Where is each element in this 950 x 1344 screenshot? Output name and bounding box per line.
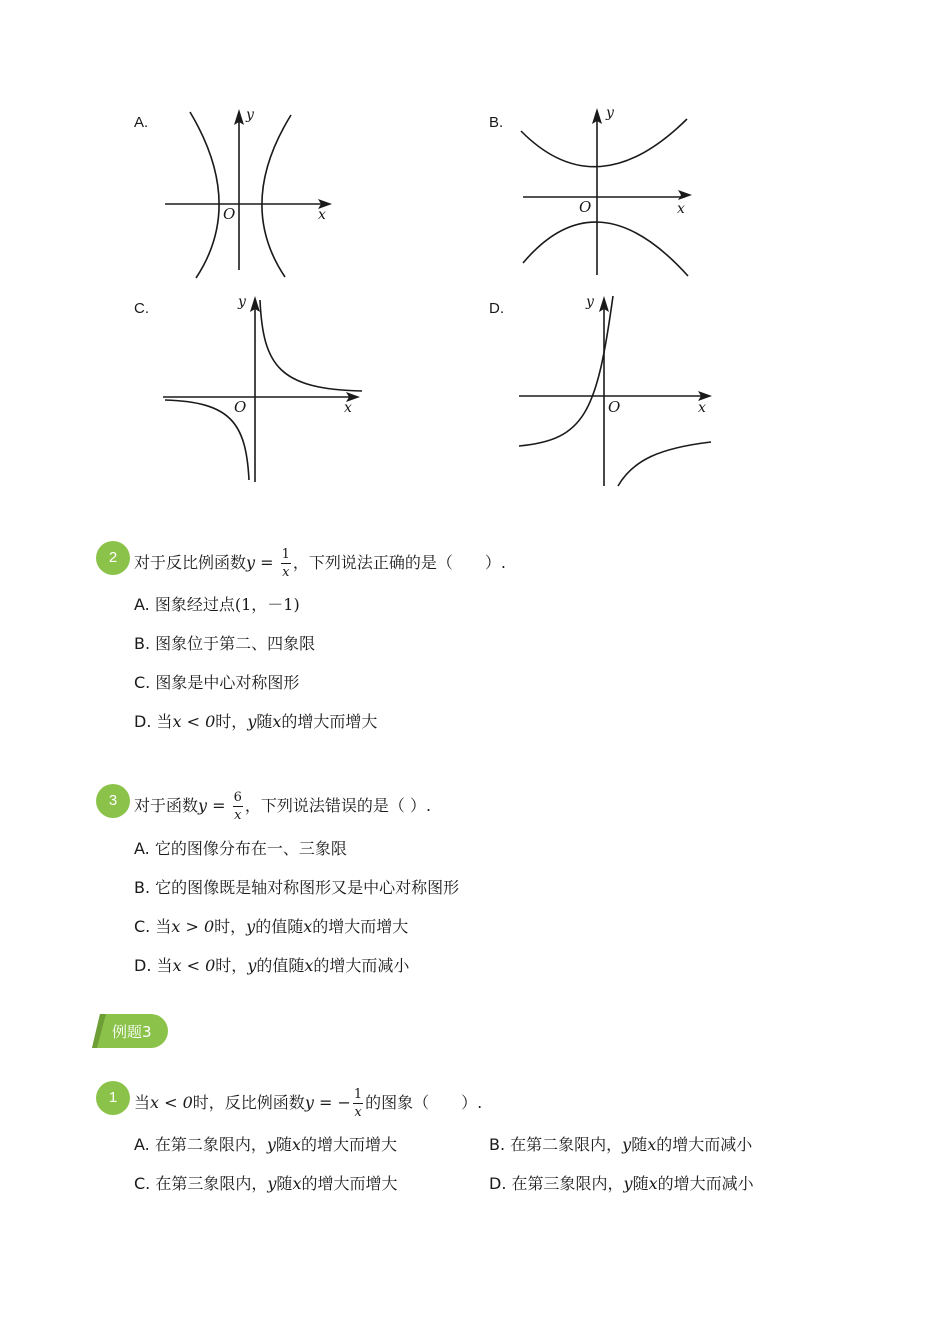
graph-a-label: A. (134, 114, 149, 131)
q3-suffix: ，下列说法错误的是（ ）. (244, 796, 432, 815)
option-text: 在第三象限内， (511, 1174, 624, 1193)
option-text: 的增大而减小 (657, 1174, 754, 1193)
option-text: 当 (155, 917, 172, 936)
q3-eq: = (207, 796, 231, 815)
option-label: C. (134, 673, 151, 692)
q2-option-a[interactable] (134, 592, 300, 615)
option-math: y (622, 1135, 632, 1154)
option-math: y (246, 917, 256, 936)
q3-frac-den: x (234, 808, 242, 823)
graph-d-right-branch (618, 442, 711, 486)
q2-option-d[interactable] (134, 709, 377, 732)
graph-a-left-branch (190, 112, 219, 278)
graph-a-origin-label: O (223, 205, 236, 223)
q1-option-a[interactable] (134, 1132, 397, 1155)
graph-c-label: C. (134, 300, 149, 317)
option-text: 它的图像分布在一、三象限 (154, 839, 347, 858)
option-label: C. (134, 1174, 151, 1193)
q3-option-c[interactable] (134, 914, 408, 937)
graph-c-origin-label: O (234, 398, 247, 416)
option-math: (1，－1) (234, 595, 300, 614)
option-text: 的增大而减小 (313, 956, 410, 975)
q3-option-d[interactable] (134, 953, 409, 976)
graph-a (160, 105, 340, 285)
q2-lhs: y (246, 553, 256, 572)
graph-b-upper-branch (521, 119, 687, 167)
question-number-badge: 3 (96, 784, 130, 818)
option-math: y (267, 1174, 277, 1193)
option-math: y (623, 1174, 633, 1193)
option-text: 时， (214, 917, 247, 936)
option-math: y (266, 1135, 276, 1154)
option-math: x (292, 1174, 302, 1193)
graph-c-y-label: y (238, 294, 246, 310)
graph-d (515, 292, 725, 492)
q3-lhs: y (198, 796, 208, 815)
option-math: y (247, 712, 257, 731)
option-text: 的值随 (256, 956, 305, 975)
option-text: 时， (215, 956, 248, 975)
option-text: 随 (631, 1135, 648, 1154)
option-label: B. (134, 634, 151, 653)
graph-c (160, 292, 370, 487)
option-text: 的增大而增大 (281, 712, 378, 731)
graph-c-first-quadrant-branch (260, 300, 362, 391)
q2-frac-num: 1 (281, 547, 290, 562)
question-number-badge: 1 (96, 1081, 130, 1115)
graph-b-label: B. (489, 114, 504, 131)
option-label: B. (489, 1135, 506, 1154)
q2-eq: = (255, 553, 279, 572)
graph-b-lower-branch (523, 222, 688, 276)
option-text: 图象是中心对称图形 (155, 673, 300, 692)
option-label: C. (134, 917, 151, 936)
question-number-badge: 2 (96, 541, 130, 575)
q1-option-c[interactable] (134, 1171, 397, 1194)
option-text: 随 (632, 1174, 649, 1193)
option-math: x (303, 917, 313, 936)
graph-a-x-label: x (318, 207, 326, 223)
q3-option-a[interactable] (134, 836, 347, 859)
option-label: A. (134, 839, 150, 858)
option-math: x (647, 1135, 657, 1154)
option-text: 当 (156, 712, 173, 731)
option-text: 的值随 (255, 917, 304, 936)
graph-a-y-label: y (246, 107, 254, 123)
q1-frac-den: x (354, 1105, 362, 1120)
option-math: x > 0 (171, 917, 215, 936)
graph-d-y-label: y (586, 294, 594, 310)
graph-b-x-arrow (678, 190, 692, 200)
option-text: 的增大而增大 (300, 1135, 397, 1154)
option-math: x < 0 (172, 956, 216, 975)
option-label: D. (134, 956, 152, 975)
q3-fraction (233, 791, 243, 822)
option-math: x (272, 712, 282, 731)
option-text: 的增大而增大 (301, 1174, 398, 1193)
q1-math: x < 0 (150, 1093, 193, 1112)
graph-c-x-label: x (344, 400, 352, 416)
graph-b-x-label: x (677, 201, 685, 217)
option-text: 在第三象限内， (155, 1174, 268, 1193)
option-label: D. (134, 712, 152, 731)
q1-text: 当 (134, 1093, 151, 1112)
option-label: D. (489, 1174, 507, 1193)
option-math: x (291, 1135, 301, 1154)
option-text: 时， (215, 712, 248, 731)
q2-prefix: 对于反比例函数 (134, 553, 247, 572)
option-math: x (304, 956, 314, 975)
option-text: 的增大而减小 (656, 1135, 753, 1154)
option-text: 随 (275, 1135, 292, 1154)
graph-b-y-label: y (606, 105, 614, 121)
option-label: B. (134, 878, 151, 897)
option-text: 当 (156, 956, 173, 975)
q1-eq: = − (313, 1093, 351, 1112)
question-3-stem (134, 791, 431, 822)
q3-prefix: 对于函数 (134, 796, 199, 815)
option-text: 在第二象限内， (154, 1135, 267, 1154)
question-1-stem (134, 1088, 482, 1119)
q1-frac-num: 1 (353, 1087, 363, 1102)
option-text: 在第二象限内， (510, 1135, 623, 1154)
q1-option-b[interactable] (489, 1132, 752, 1155)
option-math: y (247, 956, 257, 975)
option-text: 图象经过点 (154, 595, 235, 614)
option-label: A. (134, 1135, 150, 1154)
q1-lhs: y (304, 1093, 314, 1112)
graph-b-origin-label: O (579, 198, 592, 216)
graph-d-origin-label: O (608, 398, 621, 416)
option-text: 它的图像既是轴对称图形又是中心对称图形 (155, 878, 460, 897)
q2-suffix: ，下列说法正确的是（ ）. (292, 553, 507, 572)
graph-a-right-branch (262, 115, 291, 277)
option-text: 的增大而增大 (312, 917, 409, 936)
q1-option-d[interactable] (489, 1171, 754, 1194)
option-label: A. (134, 595, 150, 614)
option-text: 随 (276, 1174, 293, 1193)
q3-frac-num: 6 (233, 790, 242, 805)
question-2-stem (134, 548, 506, 579)
example-tag-label: 例题3 (112, 1023, 152, 1041)
q2-option-b[interactable] (134, 631, 315, 654)
option-math: x (648, 1174, 658, 1193)
q3-option-b[interactable] (134, 875, 459, 898)
graph-d-label: D. (489, 300, 504, 317)
q1-suffix: 的图象（ ）. (365, 1093, 483, 1112)
graph-d-left-branch (519, 296, 613, 446)
q2-frac-den: x (282, 565, 290, 580)
graph-d-x-label: x (698, 400, 706, 416)
q1-fraction (353, 1088, 363, 1119)
q2-option-c[interactable] (134, 670, 299, 693)
option-math: x < 0 (172, 712, 216, 731)
option-text: 随 (256, 712, 273, 731)
graph-b (515, 103, 705, 283)
q1-text: 时，反比例函数 (192, 1093, 305, 1112)
q2-fraction (281, 548, 291, 579)
option-text: 图象位于第二、四象限 (155, 634, 316, 653)
